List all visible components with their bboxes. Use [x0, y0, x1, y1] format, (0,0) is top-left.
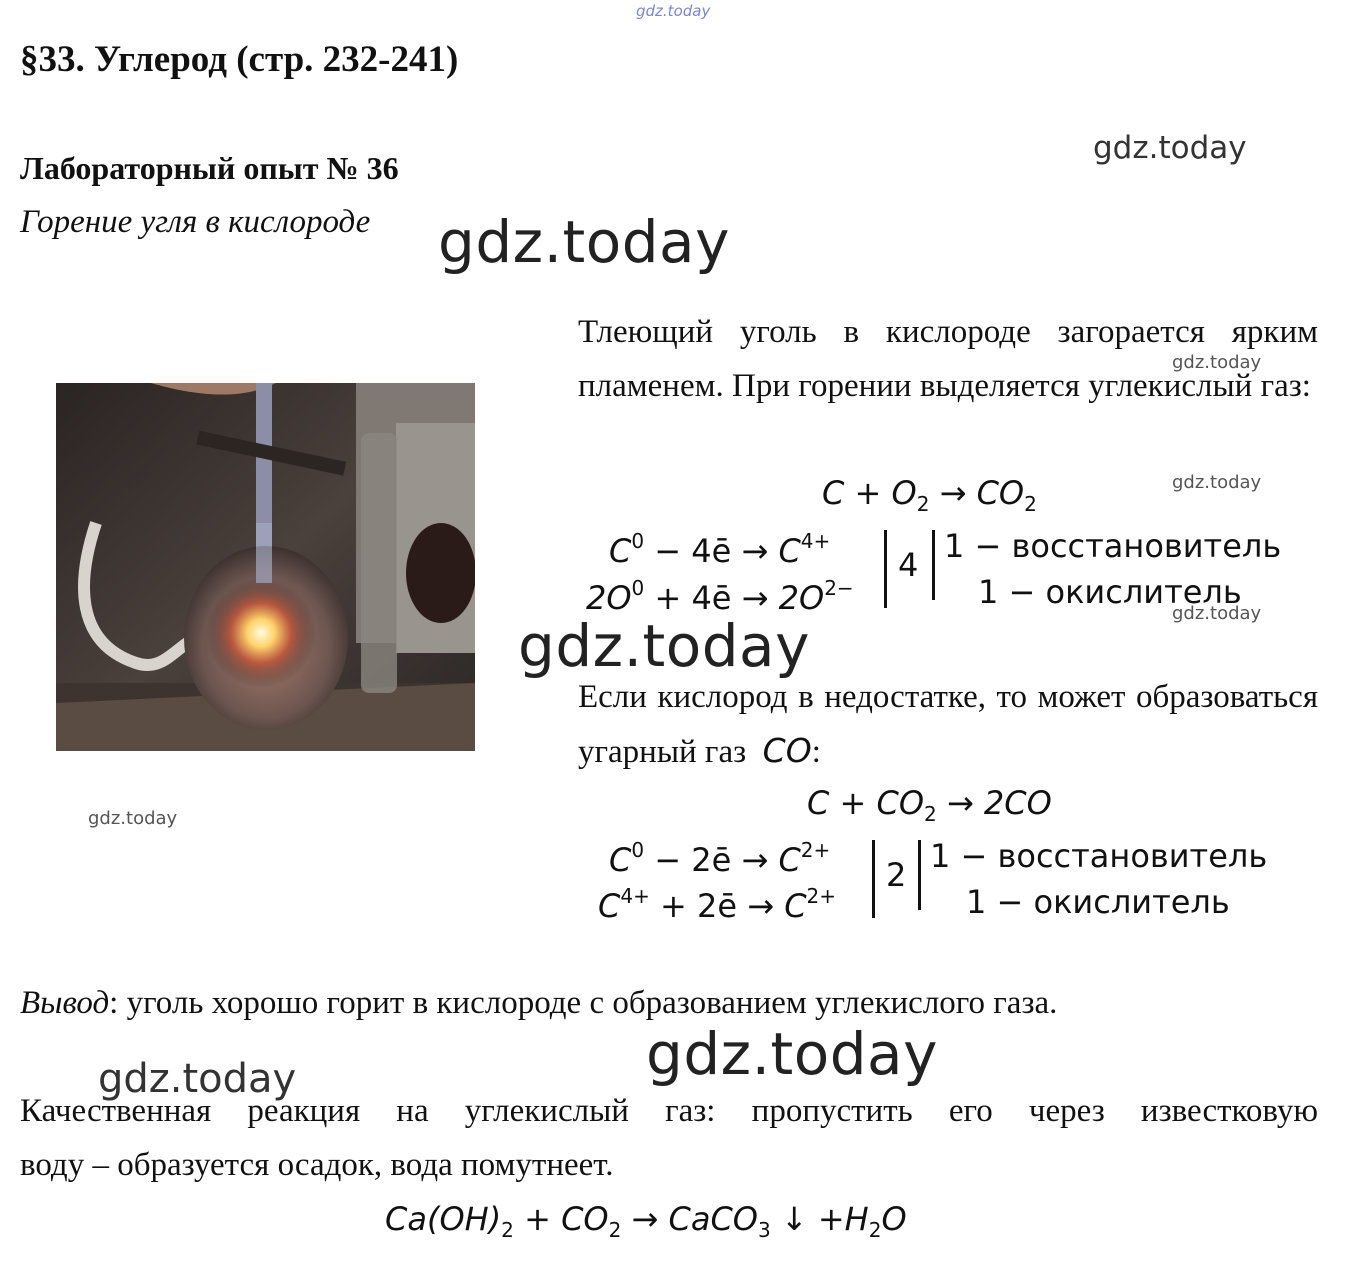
- watermark: gdz.today: [98, 1056, 297, 1102]
- half-reaction-1: $C^0$ − 2ē → $C^{2+}$: [609, 838, 831, 879]
- role-oxidizer: 1 − окислитель: [978, 573, 1242, 611]
- half-reaction-2: $C^{4+}$ + 2ē → $C^{2+}$: [598, 884, 837, 925]
- equation-limewater: $Ca(OH)_2 + CO_2$ → CaCO$_3$ ↓ $+H_2O$: [385, 1200, 907, 1242]
- lab-title: Лабораторный опыт № 36: [20, 150, 399, 186]
- watermark: gdz.today: [88, 808, 178, 829]
- lcm-value: 4: [898, 546, 919, 584]
- balance-bar: [918, 840, 921, 910]
- equation-monoxide: $C + CO_2 \to 2CO$: [807, 784, 1052, 826]
- lab-subtitle: Горение угля в кислороде: [20, 204, 371, 240]
- role-oxidizer: 1 − окислитель: [966, 883, 1230, 921]
- paragraph-combustion: Тлеющий уголь в кислороде загорается ярким пламенем. При горении выделяется углекислый газ:: [578, 314, 1318, 404]
- watermark-top: gdz.today: [636, 2, 711, 20]
- watermark: gdz.today: [1172, 603, 1262, 624]
- conclusion: Вывод: уголь хорошо горит в кислороде с образованием углекислого газа.: [20, 985, 1058, 1021]
- watermark: gdz.today: [438, 208, 730, 276]
- half-reaction-1: $C^0$ − 4ē → $C^{4+}$: [609, 529, 831, 570]
- paragraph-carbon-monoxide: Если кислород в недостатке, то может образоваться угарный газ CO:: [578, 679, 1318, 770]
- watermark: gdz.today: [1093, 130, 1247, 166]
- quality-reaction-line1: Качественная реакция на углекислый газ: пропустить его через известковую: [20, 1093, 1318, 1129]
- lcm-value: 2: [886, 856, 907, 894]
- watermark: gdz.today: [518, 612, 810, 680]
- watermark: gdz.today: [1172, 472, 1262, 493]
- role-reducer: 1 − восстановитель: [930, 837, 1268, 875]
- page-title: §33. Углерод (стр. 232-241): [20, 39, 459, 80]
- quality-reaction-line2: воду – образуется осадок, вода помутнеет.: [20, 1147, 614, 1183]
- role-reducer: 1 − восстановитель: [944, 527, 1282, 565]
- equation-combustion: $C + O_2 \to CO_2$: [822, 474, 1037, 516]
- watermark: gdz.today: [1172, 352, 1262, 373]
- balance-bar: [884, 530, 887, 608]
- balance-bar: [872, 840, 875, 918]
- flask-flame-photo-icon: [56, 383, 475, 751]
- balance-bar: [932, 530, 935, 600]
- watermark: gdz.today: [646, 1020, 938, 1088]
- half-reaction-2: $2O^0$ + 4ē → $2O^{2-}$: [586, 576, 854, 617]
